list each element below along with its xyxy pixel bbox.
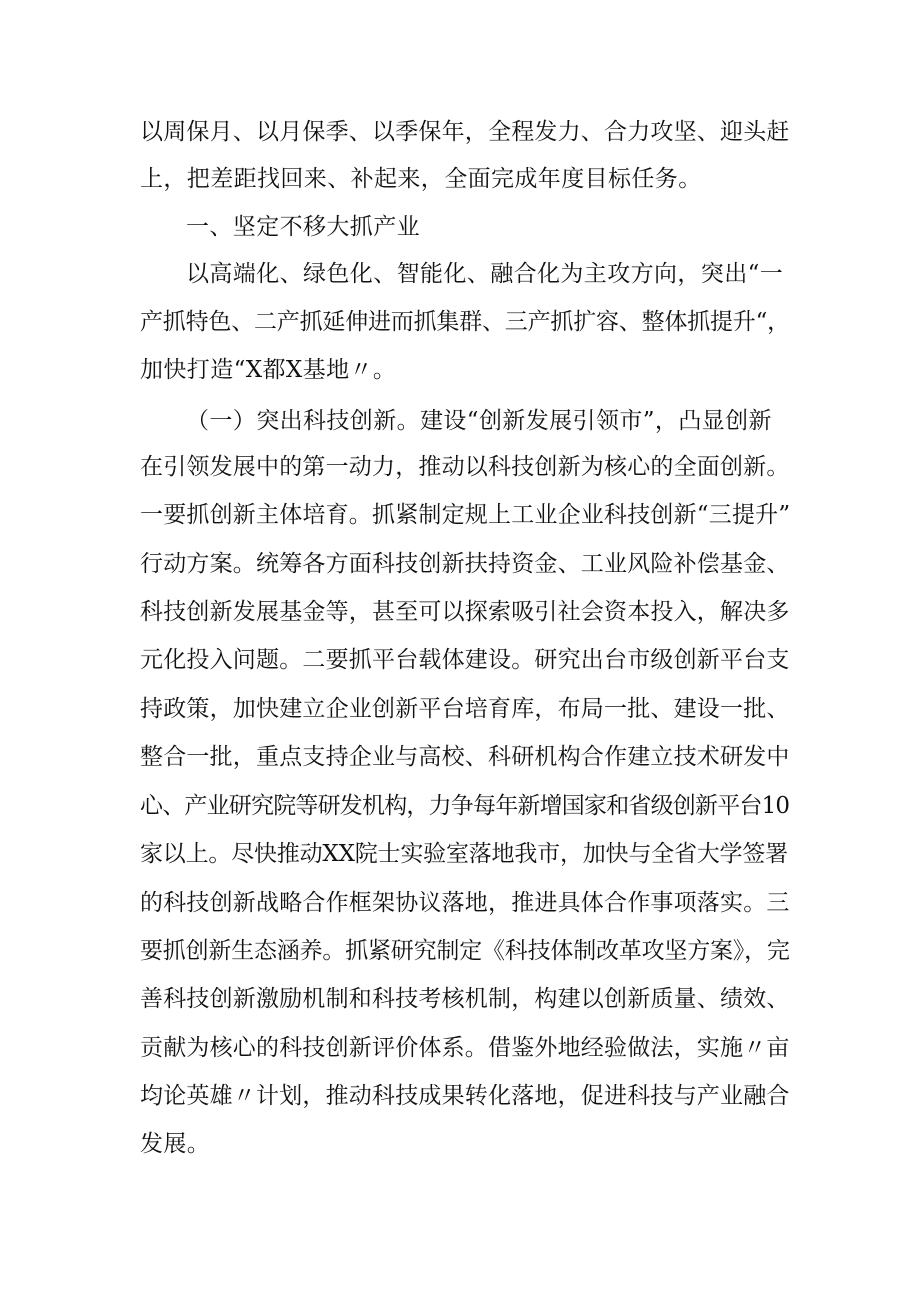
text-line: 的科技创新战略合作框架协议落地，推进具体合作事项落实。三 [140,890,790,916]
text-line: 善科技创新激励机制和科技考核机制，构建以创新质量、绩效、 [140,986,790,1012]
text-line: 上，把差距找回来、补起来，全面完成年度目标任务。 [140,166,702,192]
text-line: 家以上。尽快推动XX院士实验室落地我市，加快与全省大学签署 [140,841,788,867]
text-line: 科技创新发展基金等，甚至可以探索吸引社会资本投入，解决多 [140,599,790,625]
text-line: 整合一批，重点支持企业与高校、科研机构合作建立技术研发中 [140,744,790,770]
text-line: 均论英雄〃计划，推动科技成果转化落地，促进科技与产业融合 [140,1083,790,1109]
text-line: 贡献为核心的科技创新评价体系。借鉴外地经验做法，实施〃亩 [140,1035,790,1061]
text-line: 加快打造“X都X基地〃。 [140,357,397,383]
text-line: 发展。 [140,1131,211,1157]
text-line: 在引领发展中的第一动力，推动以科技创新为核心的全面创新。 [140,454,790,480]
text-line: 心、产业研究院等研发机构，力争每年新增国家和省级创新平台10 [140,793,790,819]
text-line: 以周保月、以月保季、以季保年，全程发力、合力攻坚、迎头赶 [140,119,790,145]
text-line: 要抓创新生态涵养。抓紧研究制定《科技体制改革攻坚方案》，完 [140,938,790,964]
text-line: 行动方案。统筹各方面科技创新扶持资金、工业风险补偿基金、 [140,551,790,577]
text-line: 元化投入问题。二要抓平台载体建设。研究出台市级创新平台支 [140,647,790,673]
text-line: 产抓特色、二产抓延伸进而抓集群、三产抓扩容、整体抓提升“， [140,309,790,335]
section-heading: 一、坚定不移大抓产业 [186,214,420,240]
text-line: 持政策，加快建立企业创新平台培育库，布局一批、建设一批、 [140,696,790,722]
subsection-heading: （一）突出科技创新。建设“创新发展引领市”，凸显创新 [186,408,772,434]
text-line: 以高端化、绿色化、智能化、融合化为主攻方向，突出“一 [186,261,784,287]
text-line: 一要抓创新主体培育。抓紧制定规上工业企业科技创新“三提升” [140,502,791,528]
